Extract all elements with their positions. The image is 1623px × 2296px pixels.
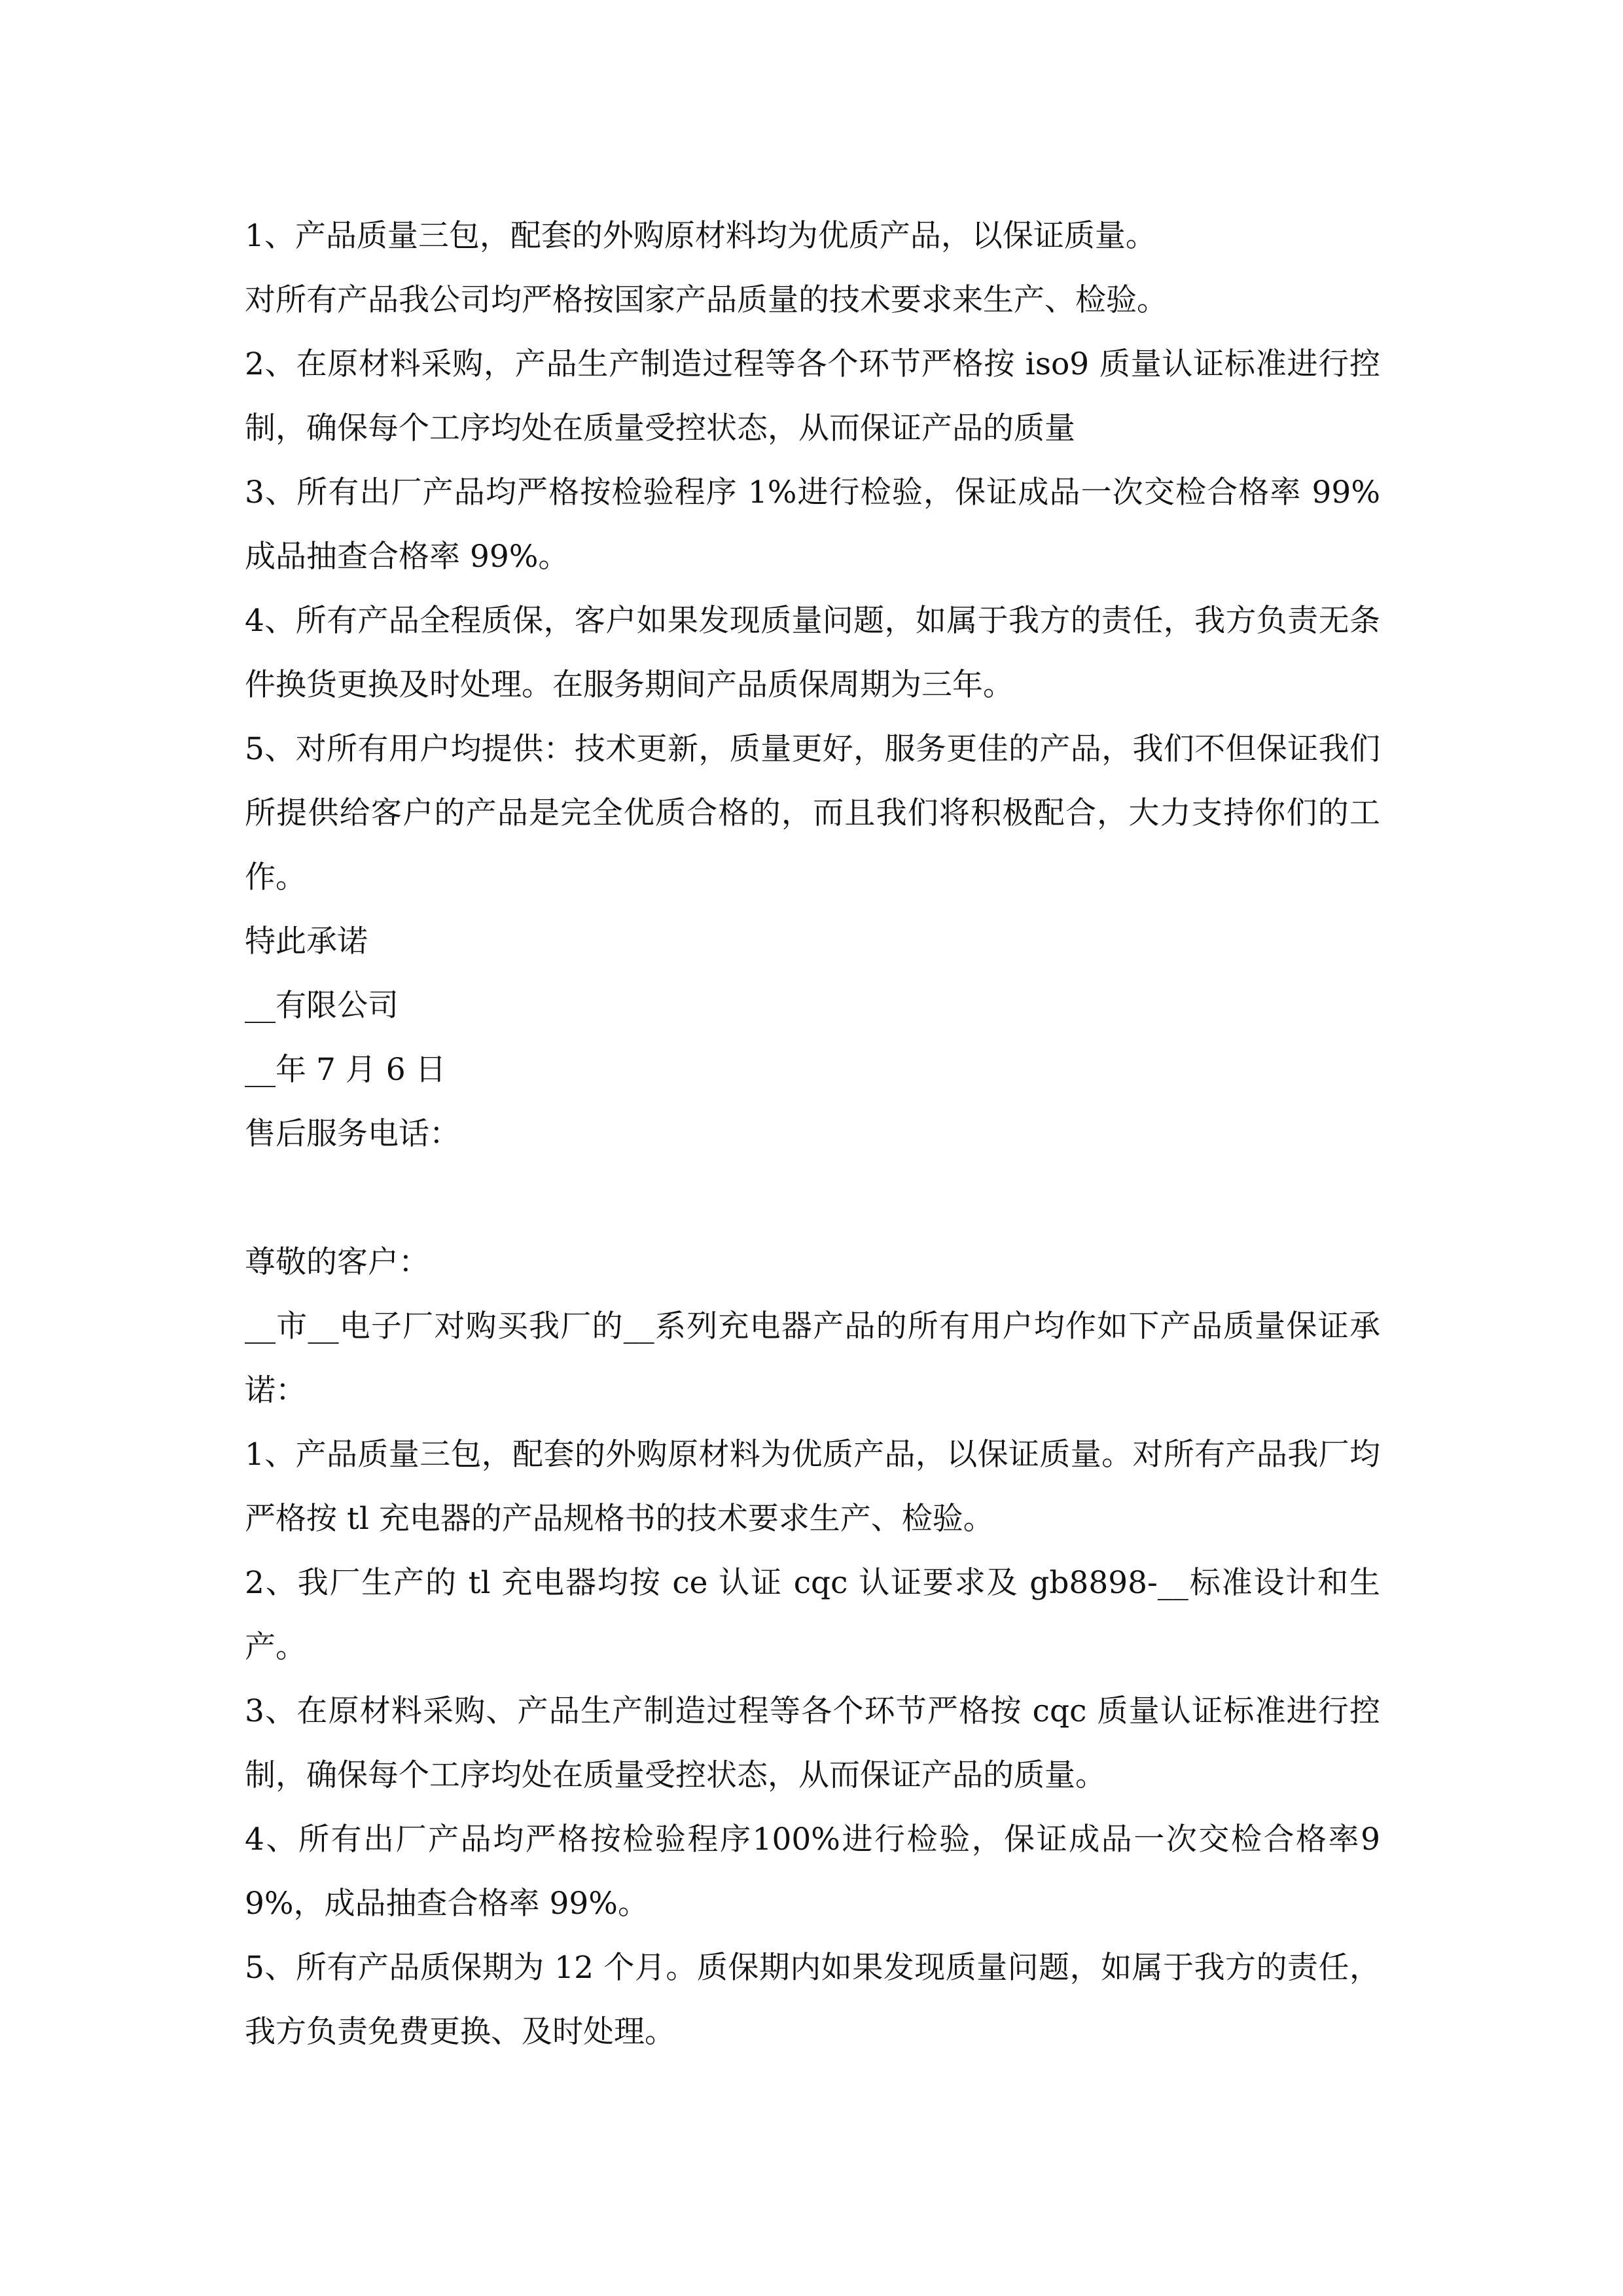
intro-paragraph: __市__电子厂对购买我厂的__系列充电器产品的所有用户均作如下产品质量保证承诺：: [245, 1308, 1380, 1408]
list-item: 5、所有产品质保期为 12 个月。质保期内如果发现质量问题，如属于我方的责任，我方负责免费更换、及时处理。: [245, 1950, 1380, 2050]
warranty-section-two: [245, 1230, 1380, 2064]
list-item: 2、在原材料采购，产品生产制造过程等各个环节严格按 iso9 质量认证标准进行控制，确保每个工序均处在质量受控状态，从而保证产品的质量: [245, 346, 1380, 446]
company-name: __有限公司: [245, 988, 399, 1024]
list-item: 2、我厂生产的 tl 充电器均按 ce 认证 cqc 认证要求及 gb8898-__标准设计和生产。: [245, 1565, 1380, 1665]
list-item: 4、所有出厂产品均严格按检验程序100%进行检验，保证成品一次交检合格率99%，成品抽查合格率 99%。: [245, 1821, 1380, 1922]
document-body: [245, 204, 1380, 2064]
list-item: 3、所有出厂产品均严格按检验程序 1%进行检验，保证成品一次交检合格率 99%成品抽查合格率 99%。: [245, 475, 1380, 575]
document-date: __年 7 月 6 日: [245, 1052, 446, 1088]
warranty-section-one: [245, 204, 1380, 1166]
closing-statement: 特此承诺: [245, 924, 368, 960]
list-item: 对所有产品我公司均严格按国家产品质量的技术要求来生产、检验。: [245, 282, 1168, 318]
list-item: 1、产品质量三包，配套的外购原材料为优质产品，以保证质量。对所有产品我厂均严格按 tl 充电器的产品规格书的技术要求生产、检验。: [245, 1437, 1380, 1537]
service-hotline: 售后服务电话：: [245, 1116, 460, 1152]
salutation: 尊敬的客户：: [245, 1244, 429, 1280]
list-item: 5、对所有用户均提供：技术更新，质量更好，服务更佳的产品，我们不但保证我们所提供给客户的产品是完全优质合格的，而且我们将积极配合，大力支持你们的工作。: [245, 731, 1380, 895]
list-item: 1、产品质量三包，配套的外购原材料均为优质产品，以保证质量。: [245, 218, 1156, 254]
list-item: 4、所有产品全程质保，客户如果发现质量问题，如属于我方的责任，我方负责无条件换货更换及时处理。在服务期间产品质保周期为三年。: [245, 603, 1380, 703]
list-item: 3、在原材料采购、产品生产制造过程等各个环节严格按 cqc 质量认证标准进行控制，确保每个工序均处在质量受控状态，从而保证产品的质量。: [245, 1693, 1380, 1793]
